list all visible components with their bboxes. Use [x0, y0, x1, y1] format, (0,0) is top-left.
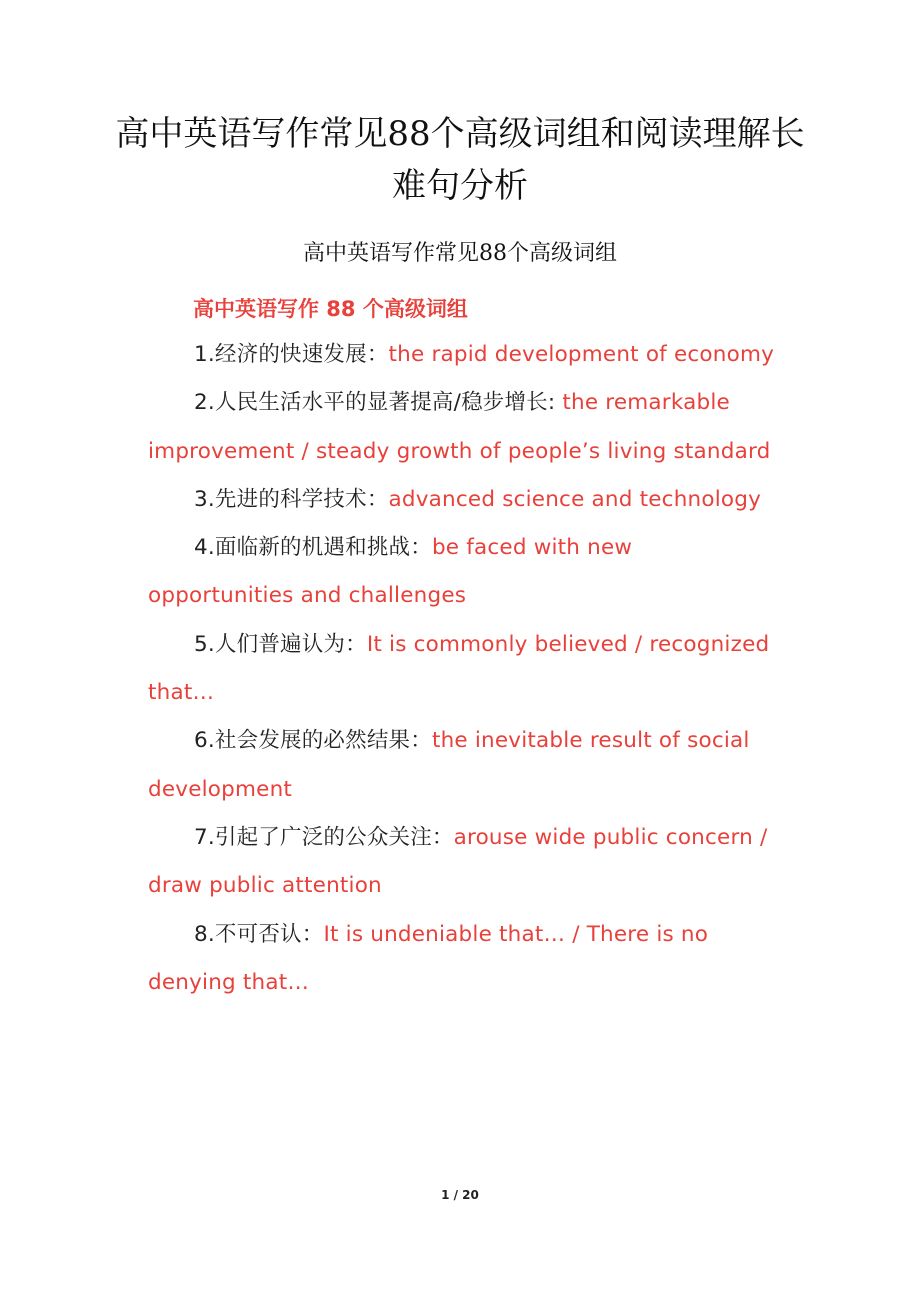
- section-heading: 高中英语写作 88 个高级词组: [193, 297, 468, 321]
- list-item: [148, 476, 780, 524]
- list-item: [148, 621, 780, 718]
- list-item: [148, 524, 780, 621]
- entry-number: 6.: [194, 728, 215, 754]
- entry-number: 2.: [194, 390, 215, 416]
- entry-english: It is commonly believed / recognized that…: [148, 631, 770, 706]
- entry-number: 1.: [194, 342, 215, 367]
- entry-chinese: 引起了广泛的公众关注：: [214, 824, 454, 850]
- entry-english: advanced science and technology: [388, 486, 762, 512]
- entry-chinese: 不可否认：: [214, 921, 324, 947]
- entry-chinese: 经济的快速发展：: [214, 342, 389, 367]
- list-item: [148, 331, 780, 379]
- page-number: 1 / 20: [441, 1188, 479, 1202]
- list-item: [148, 911, 780, 1008]
- entry-number: 3.: [194, 486, 215, 512]
- entry-english: arouse wide public concern / draw public attention: [148, 824, 768, 899]
- entry-chinese: 人民生活水平的显著提高/稳步增长:: [214, 390, 563, 416]
- entry-number: 8.: [194, 921, 215, 947]
- list-item: [148, 379, 780, 476]
- list-item: [148, 717, 780, 814]
- entry-chinese: 面临新的机遇和挑战：: [214, 535, 432, 561]
- entry-number: 4.: [194, 535, 215, 561]
- entry-english: the remarkable improvement / steady growth of people’s living standard: [148, 390, 771, 464]
- entry-english: be faced with new opportunities and challenges: [148, 535, 633, 609]
- entry-chinese: 先进的科学技术：: [214, 486, 389, 512]
- document-subtitle: 高中英语写作常见88个高级词组: [303, 241, 617, 266]
- phrase-list: [148, 331, 780, 1007]
- entry-number: 5.: [194, 631, 215, 657]
- entry-number: 7.: [194, 824, 215, 850]
- document-title: 高中英语写作常见88个高级词组和阅读理解长难句分析: [115, 114, 805, 206]
- entry-english: the inevitable result of social development: [148, 728, 750, 802]
- entry-chinese: 人们普遍认为：: [214, 631, 367, 657]
- entry-english: It is undeniable that… / There is no denying that…: [148, 921, 709, 995]
- entry-english: the rapid development of economy: [388, 342, 775, 367]
- entry-chinese: 社会发展的必然结果：: [214, 728, 432, 754]
- list-item: [148, 814, 780, 911]
